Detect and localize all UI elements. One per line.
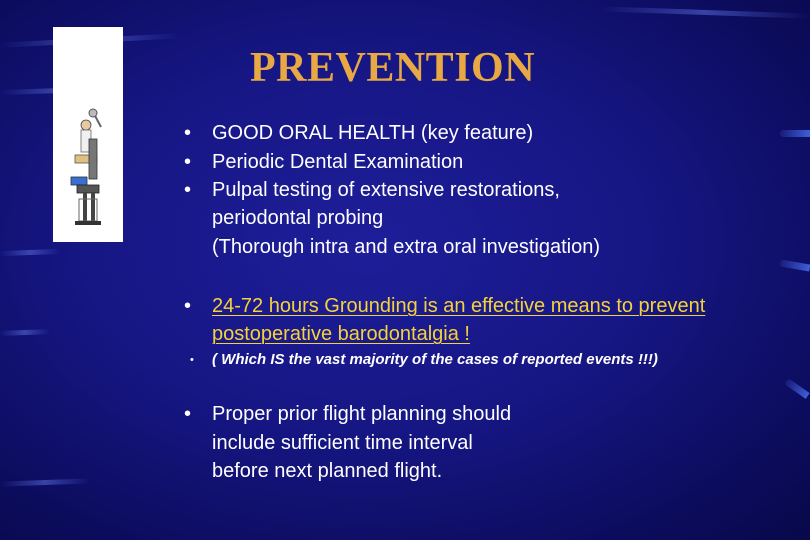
bullet-periodic-exam: Periodic Dental Examination [212, 151, 464, 173]
background-streak [0, 478, 90, 486]
slide-title: PREVENTION [250, 45, 536, 91]
background-streak [600, 6, 810, 18]
background-streak [0, 329, 50, 336]
bullet-marker: • [184, 295, 192, 317]
vast-majority-note: ( Which IS the vast majority of the cases of reported events !!!) [212, 351, 658, 368]
bullet-pulpal-testing-line3: (Thorough intra and extra oral investigation) [212, 236, 600, 258]
bullet-marker: • [184, 403, 192, 425]
planning-bullet-line3: before next planned flight. [212, 460, 443, 482]
bullet-pulpal-testing-line2: periodontal probing [212, 207, 384, 229]
grounding-bullet-line1: 24-72 hours Grounding is an effective means to prevent [212, 295, 706, 317]
bullet-marker-small: • [190, 354, 194, 366]
dental-chair-illustration-icon [53, 27, 123, 242]
bullet-pulpal-testing: Pulpal testing of extensive restorations, [212, 179, 560, 201]
planning-bullet-line1: Proper prior flight planning should [212, 403, 512, 425]
side-decoration-mark [784, 378, 809, 399]
bullet-marker: • [184, 179, 192, 201]
grounding-bullet-line2: postoperative barodontalgia ! [212, 323, 470, 345]
bullet-marker: • [184, 151, 192, 173]
planning-bullet-line2: include sufficient time interval [212, 432, 473, 454]
background-streak [0, 249, 60, 256]
side-decoration-mark [780, 259, 810, 271]
clipart-panel [53, 27, 123, 242]
bullet-marker: • [184, 122, 192, 144]
side-decoration-mark [780, 130, 810, 137]
bullet-good-oral-health: GOOD ORAL HEALTH (key feature) [212, 122, 534, 144]
